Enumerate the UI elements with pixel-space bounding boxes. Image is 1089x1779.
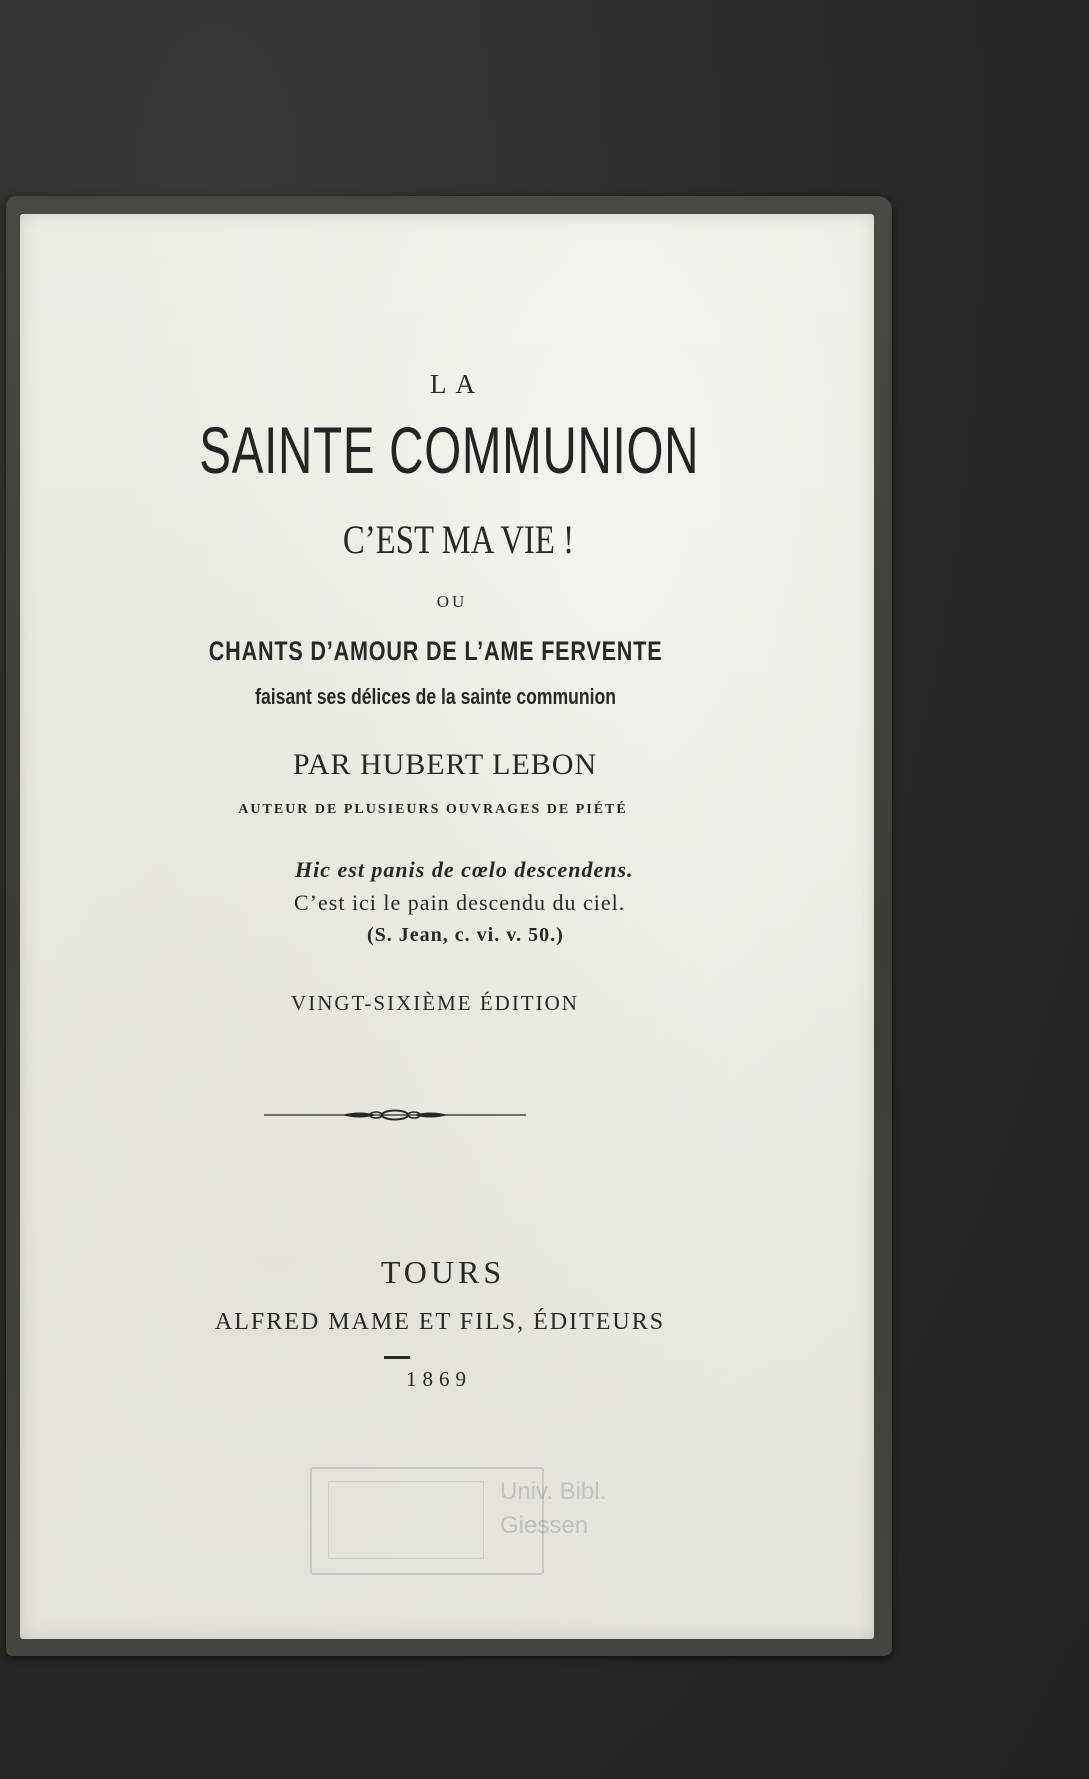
- epigraph-latin: Hic est panis de cœlo descendens.: [295, 857, 634, 882]
- book-title: SAINTE COMMUNION: [199, 413, 700, 487]
- library-stamp: [310, 1467, 607, 1575]
- ornament-rule-icon: [264, 1107, 526, 1123]
- alternate-title: CHANTS D’AMOUR DE L’AME FERVENTE: [208, 636, 663, 666]
- imprint-city: TOURS: [380, 1254, 506, 1290]
- imprint-divider: [384, 1356, 410, 1359]
- author-name: PAR HUBERT LEBON: [292, 748, 598, 781]
- epigraph-french: C’est ici le pain descendu du ciel.: [294, 890, 626, 915]
- title-conjunction: OU: [436, 592, 468, 611]
- stamp-line-1: Univ. Bibl.: [500, 1478, 607, 1505]
- alternate-subtitle: faisant ses délices de la sainte communion: [255, 684, 617, 709]
- stamp-text: [500, 1475, 640, 1543]
- stamp-frame: [328, 1481, 484, 1559]
- edition-statement: VINGT-SIXIÈME ÉDITION: [291, 991, 579, 1015]
- epigraph-citation: (S. Jean, c. vi. v. 50.): [367, 924, 564, 946]
- book-subtitle: C’EST MA VIE !: [342, 517, 575, 562]
- imprint-publisher: ALFRED MAME ET FILS, ÉDITEURS: [214, 1309, 666, 1335]
- title-page: [20, 214, 874, 1639]
- author-description: AUTEUR DE PLUSIEURS OUVRAGES DE PIÉTÉ: [238, 802, 628, 817]
- imprint-year: 1869: [406, 1367, 472, 1391]
- stamp-line-2: Giessen: [500, 1512, 589, 1539]
- title-article: LA: [430, 369, 484, 399]
